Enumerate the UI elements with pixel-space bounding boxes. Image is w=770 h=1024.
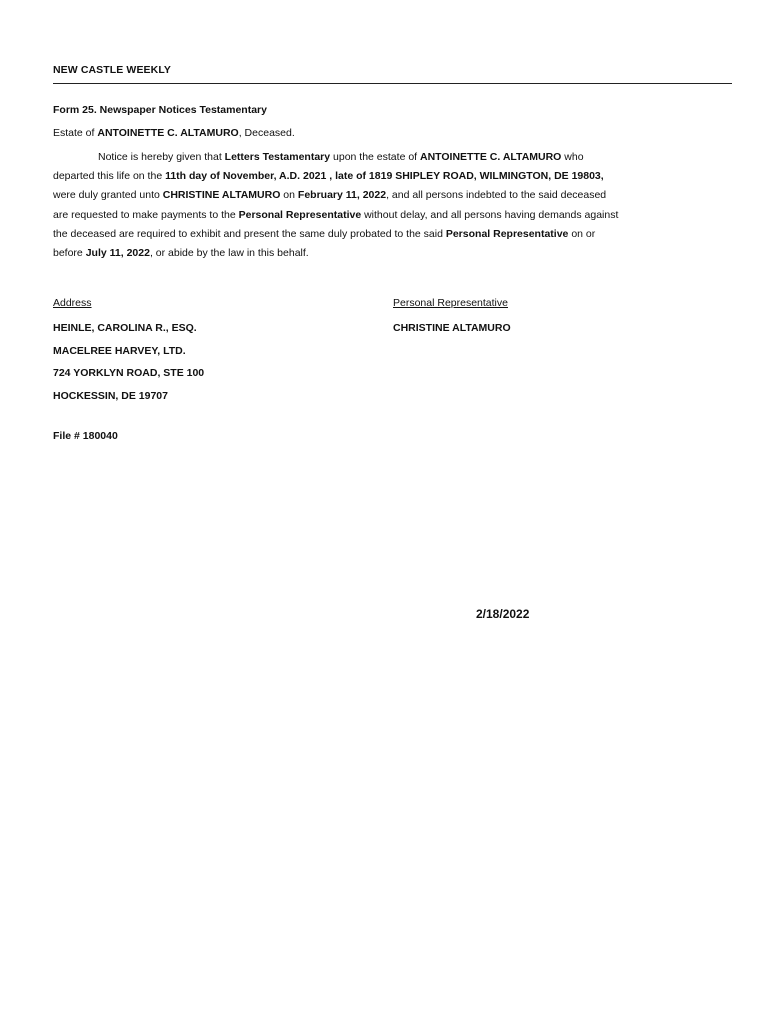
- notice-text: upon the estate of: [330, 151, 420, 163]
- notice-body: [53, 148, 623, 263]
- personal-representative-label: Personal Representative: [393, 297, 508, 309]
- notice-personal-representative: Personal Representative: [445, 227, 569, 240]
- personal-representative-name: CHRISTINE ALTAMURO: [393, 322, 511, 334]
- notice-text: on: [280, 189, 298, 202]
- notice-estate-name: ANTOINETTE C. ALTAMURO: [420, 151, 562, 163]
- notice-death-details: 11th day of November, A.D. 2021 , late of 1819 SHIPLEY ROAD, WILMINGTON, DE 19803,: [165, 170, 604, 183]
- notice-text: Notice is hereby given that: [98, 151, 225, 163]
- address-label: Address: [53, 297, 92, 309]
- notice-date: 2/18/2022: [476, 607, 530, 621]
- address-line: 724 YORKLYN ROAD, STE 100: [53, 367, 205, 379]
- notice-personal-representative: Personal Representative: [238, 208, 362, 221]
- address-line: HEINLE, CAROLINA R., ESQ.: [53, 322, 197, 334]
- notice-letters-testamentary: Letters Testamentary: [224, 151, 331, 163]
- publication-name: NEW CASTLE WEEKLY: [53, 64, 171, 76]
- notice-grant-date: February 11, 2022: [297, 189, 387, 202]
- notice-text: , or abide by the law in this behalf.: [149, 247, 309, 260]
- notice-text: on or before: [53, 227, 596, 260]
- estate-name: ANTOINETTE C. ALTAMURO: [97, 127, 239, 139]
- file-number: File # 180040: [53, 430, 118, 442]
- form-title: Form 25. Newspaper Notices Testamentary: [53, 104, 267, 116]
- address-line: MACELREE HARVEY, LTD.: [53, 345, 186, 357]
- address-line: HOCKESSIN, DE 19707: [53, 390, 168, 402]
- notice-text: who departed this life on the: [53, 151, 584, 183]
- notice-deadline-date: July 11, 2022: [85, 247, 150, 260]
- header-rule: [53, 83, 732, 84]
- estate-suffix: , Deceased.: [238, 127, 295, 139]
- notice-text: , and all persons indebted to the said deceased are requested to make payments to the: [53, 189, 607, 221]
- estate-prefix: Estate of: [53, 127, 98, 139]
- notice-representative-name: CHRISTINE ALTAMURO: [162, 189, 281, 202]
- notice-text: without delay, and all persons having demands against the deceased are required to exhibit and present the same duly probated to the said: [53, 208, 619, 240]
- notice-text: were duly granted unto: [53, 189, 163, 202]
- estate-line: [53, 127, 295, 139]
